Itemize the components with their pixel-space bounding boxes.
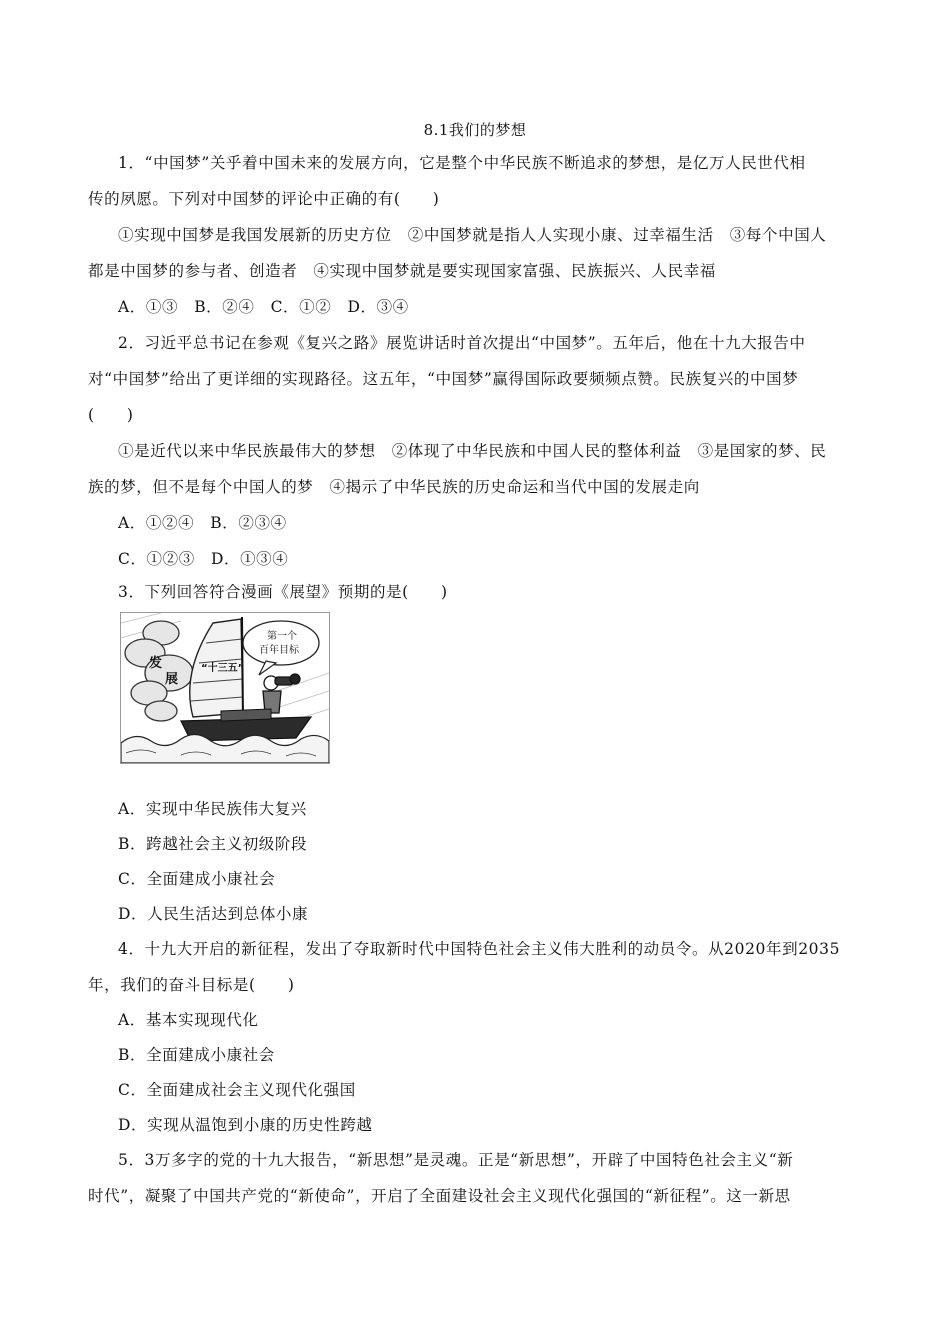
comic-illustration — [120, 612, 330, 764]
q2-line-2: 对“中国梦”给出了更详细的实现路径。这五年，“中国梦”赢得国际政要频频点赞。民族复兴的中国梦 — [88, 370, 799, 388]
q4-line-2: 年，我们的奋斗目标是( ) — [88, 976, 295, 994]
q1-options: A．①③ B．②④ C．①② D．③④ — [118, 298, 409, 316]
q2-line-5: 族的梦，但不是每个中国人的梦 ④揭示了中华民族的历史命运和当代中国的发展走向 — [88, 478, 700, 496]
wind-label-1: 发 — [149, 656, 163, 671]
q3-option-a: A．实现中华民族伟大复兴 — [118, 800, 307, 818]
q2-line-3: ( ) — [88, 406, 134, 424]
wind-cloud — [125, 621, 193, 721]
comic-svg — [121, 613, 329, 763]
sail-label: “十三五” — [201, 663, 245, 674]
q2-options-2: C．①②③ D．①③④ — [118, 550, 289, 568]
person-figure — [263, 674, 300, 713]
q3-option-c: C．全面建成小康社会 — [118, 870, 276, 888]
bubble-line-2: 百年目标 — [259, 645, 299, 656]
q3-option-d: D．人民生活达到总体小康 — [118, 905, 309, 923]
wind-label-2: 展 — [165, 672, 179, 687]
q1-line-3: ①实现中国梦是我国发展新的历史方位 ②中国梦就是指人人实现小康、过幸福生活 ③每个中国人 — [118, 226, 827, 244]
q1-line-2: 传的夙愿。下列对中国梦的评论中正确的有( ) — [88, 190, 440, 208]
q4-option-b: B．全面建成小康社会 — [118, 1046, 275, 1064]
q1-line-4: 都是中国梦的参与者、创造者 ④实现中国梦就是要实现国家富强、民族振兴、人民幸福 — [88, 262, 716, 280]
q4-option-a: A．基本实现现代化 — [118, 1011, 259, 1029]
page-title: 8.1我们的梦想 — [423, 121, 527, 139]
q4-option-d: D．实现从温饱到小康的历史性跨越 — [118, 1116, 373, 1134]
q4-line-1: 4．十九大开启的新征程，发出了夺取新时代中国特色社会主义伟大胜利的动员令。从2020年到2035 — [118, 940, 841, 958]
q5-line-2: 时代”，凝聚了中国共产党的“新使命”，开启了全面建设社会主义现代化强国的“新征程”。这一新思 — [88, 1187, 791, 1205]
bubble-line-1: 第一个 — [267, 631, 297, 642]
q3-line-1: 3．下列回答符合漫画《展望》预期的是( ) — [118, 583, 448, 601]
q2-options-1: A．①②④ B．②③④ — [118, 514, 287, 532]
q1-line-1: 1．“中国梦”关乎着中国未来的发展方向，它是整个中华民族不断追求的梦想，是亿万人民世代相 — [118, 154, 806, 172]
q5-line-1: 5．3万多字的党的十九大报告，“新思想”是灵魂。正是“新思想”，开辟了中国特色社会主义“新 — [118, 1151, 794, 1169]
q3-option-b: B．跨越社会主义初级阶段 — [118, 835, 308, 853]
q2-line-4: ①是近代以来中华民族最伟大的梦想 ②体现了中华民族和中国人民的整体利益 ③是国家的梦、民 — [118, 442, 827, 460]
q2-line-1: 2．习近平总书记在参观《复兴之路》展览讲话时首次提出“中国梦”。五年后，他在十九大报告中 — [118, 334, 806, 352]
q4-option-c: C．全面建成社会主义现代化强国 — [118, 1081, 356, 1099]
